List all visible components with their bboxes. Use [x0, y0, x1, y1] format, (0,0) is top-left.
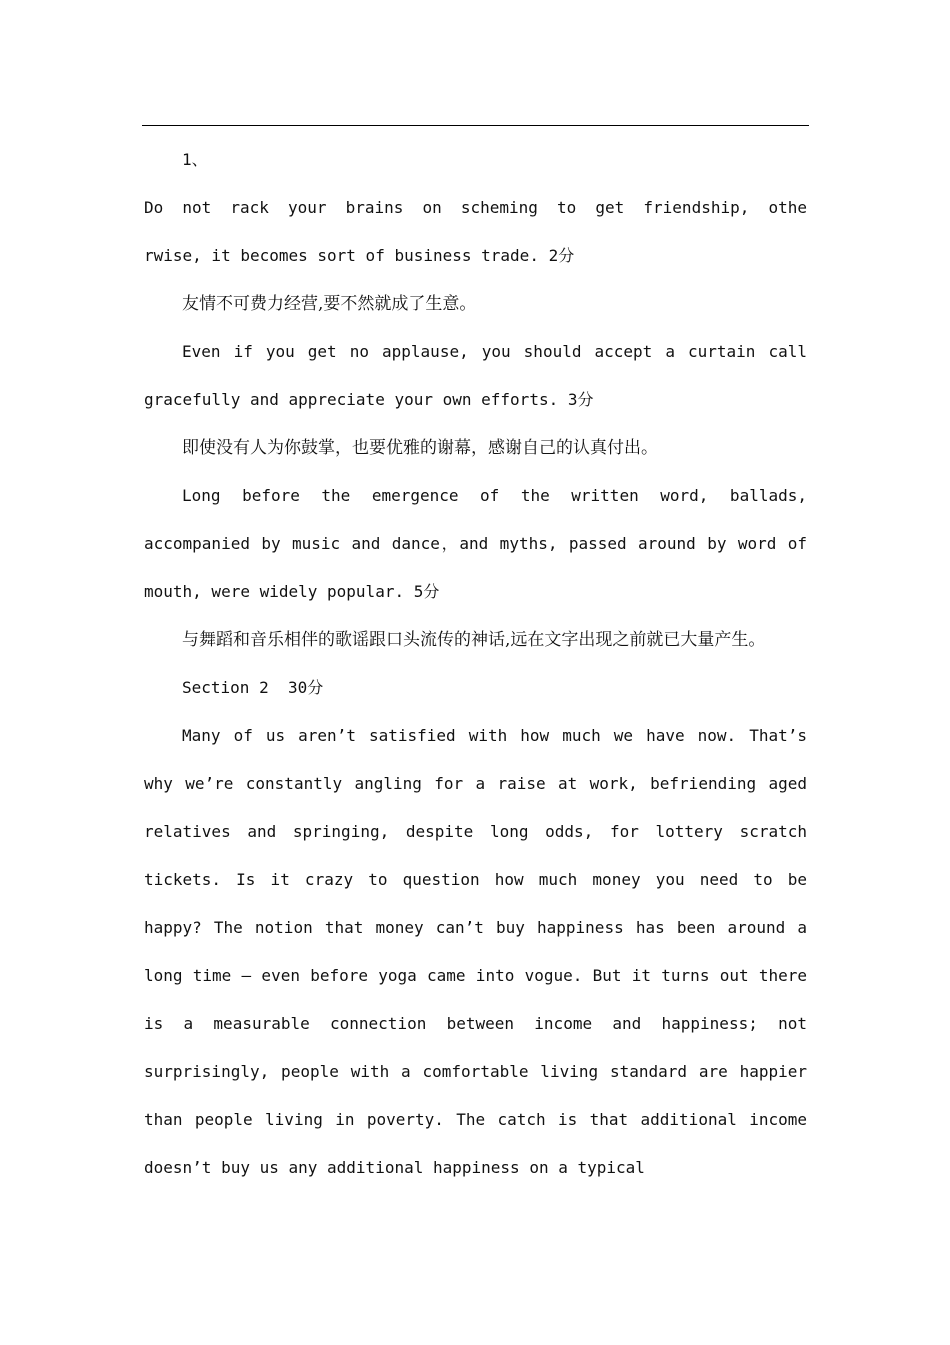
q3-chinese-translation: 与舞蹈和音乐相伴的歌谣跟口头流传的神话,远在文字出现之前就已大量产生。 — [182, 630, 766, 650]
document-body — [144, 136, 807, 1192]
q1-english-line2: rwise, it becomes sort of business trade. 2分 — [144, 246, 575, 265]
q2-chinese-translation: 即使没有人为你鼓掌，也要优雅的谢幕，感谢自己的认真付出。 — [182, 438, 658, 458]
q1-chinese-translation: 友情不可费力经营,要不然就成了生意。 — [182, 294, 477, 314]
q1-english-line1: Do not rack your brains on scheming to get friendship, othe — [144, 198, 807, 217]
passage-paragraph: Many of us aren’t satisfied with how much we have now. That’s why we’re constantly angling for a raise at work, befriending aged relatives and springing, despite long odds, for lottery scratch tickets. Is it crazy to question how much money you need to be happy? The notion that money can’t buy happiness has been around a long time — even before yoga came into vogue. But it turns out there is a measurable connection between income and happiness; not surprisingly, people with a comfortable living standard are happier than people living in poverty. The catch is that additional income doesn’t buy us any additional happiness on a typical — [144, 726, 807, 1177]
q3-english: Long before the emergence of the written word, ballads, accompanied by music and dance，and myths, passed around by word of mouth, were widely popular. 5分 — [144, 486, 807, 601]
header-rule — [142, 125, 809, 126]
section-heading: Section 2 30分 — [182, 678, 324, 697]
q2-english: Even if you get no applause, you should accept a curtain call gracefully and appreciate your own efforts. 3分 — [144, 342, 807, 409]
item-number: 1、 — [182, 150, 208, 169]
